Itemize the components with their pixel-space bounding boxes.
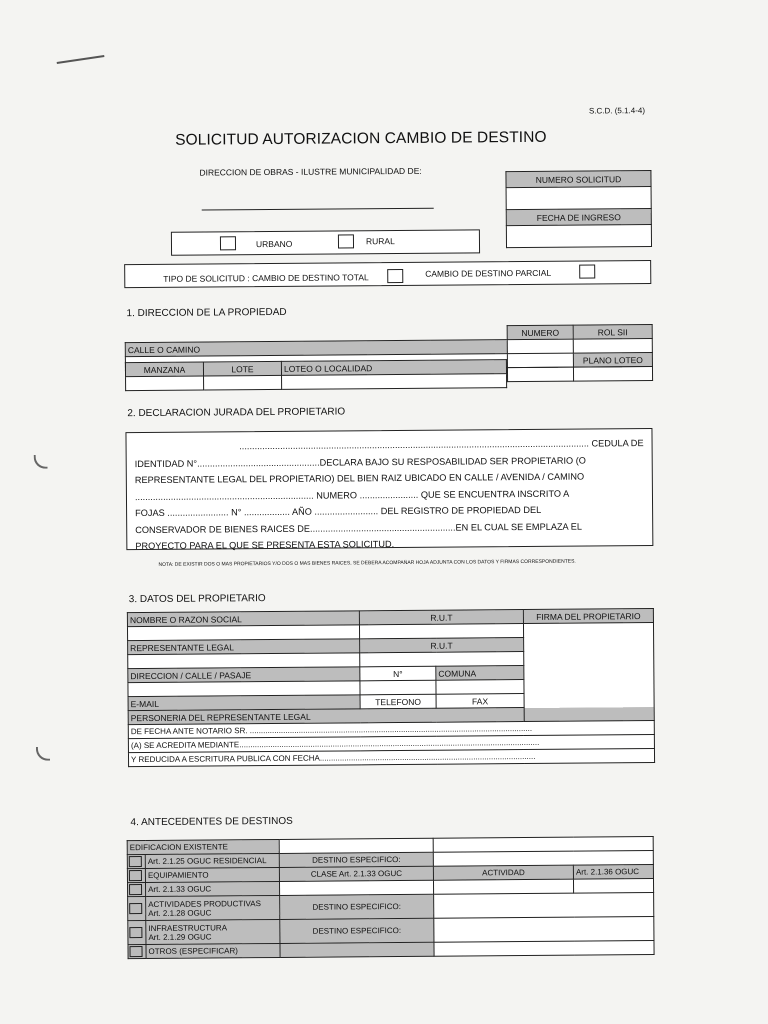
section3-heading: 3. DATOS DEL PROPIETARIO [128, 593, 266, 606]
numero-dir-field[interactable] [360, 680, 436, 695]
firma-header: FIRMA DEL PROPIETARIO [523, 609, 653, 624]
telefono-label: TELEFONO [360, 694, 436, 709]
otros-checkbox[interactable] [129, 946, 142, 957]
rut2-header: R.U.T [360, 638, 524, 653]
plano-loteo-field[interactable] [573, 367, 652, 382]
residencial-label: Art. 2.1.25 OGUC RESIDENCIAL [145, 853, 279, 868]
cambio-total-checkbox[interactable] [387, 269, 403, 283]
declaracion-jurada-box [125, 428, 653, 550]
escritura-line[interactable]: Y REDUCIDA A ESCRITURA PUBLICA CON FECHA................................................................................................. [128, 749, 654, 767]
destino-especifico3-label: DESTINO ESPECIFICO: [280, 918, 434, 943]
lote-header: LOTE [203, 361, 281, 376]
section4-heading: 4. ANTECEDENTES DE DESTINOS [130, 815, 293, 829]
equipamiento-label: EQUIPAMIENTO [145, 867, 279, 882]
punch-hole-mark [36, 747, 50, 761]
plano-loteo-header: PLANO LOTEO [573, 353, 652, 368]
fecha-ingreso-field[interactable] [506, 225, 651, 248]
numero-solicitud-field[interactable] [506, 187, 651, 210]
declaracion-line: IDENTIDAD N°................................................DECLARA BAJO SU RESPOSABILIDAD SER PROPIETARIO (O [134, 455, 586, 469]
representante-header: REPRESENTANTE LEGAL [128, 639, 360, 655]
rol-sii-field[interactable] [573, 339, 652, 354]
comuna-field[interactable] [436, 680, 524, 695]
infraestructura-checkbox[interactable] [129, 927, 142, 938]
rural-label: RURAL [365, 236, 395, 247]
fax-label: FAX [436, 694, 524, 709]
otros-label: OTROS (ESPECIFICAR) [146, 943, 280, 958]
rut-field[interactable] [359, 624, 523, 639]
loteo-localidad-field[interactable] [282, 374, 507, 390]
section1-heading: 1. DIRECCION DE LA PROPIEDAD [126, 306, 287, 320]
declaracion-line: CONSERVADOR DE BIENES RAICES DE.........................................................EN EL CUAL SE EMPLAZA EL [135, 521, 582, 535]
municipalidad-field-line[interactable] [202, 208, 434, 211]
destino-especifico3-field[interactable] [434, 917, 654, 943]
form-title: SOLICITUD AUTORIZACION CAMBIO DE DESTINO [175, 128, 547, 149]
act-productivas-checkbox[interactable] [129, 903, 142, 914]
form-code: S.C.D. (5.1.4-4) [588, 106, 645, 116]
antecedentes-destinos-table [127, 836, 655, 959]
rural-checkbox[interactable] [338, 234, 354, 248]
numero-header: NUMERO [507, 325, 573, 340]
tipo-solicitud-box [124, 260, 651, 288]
direccion-header: DIRECCION / CALLE / PASAJE [128, 667, 360, 683]
fecha-ingreso-label: FECHA DE INGRESO [506, 209, 651, 226]
clase-field[interactable] [279, 880, 433, 895]
acredita-line[interactable]: (A) SE ACREDITA MEDIANTE....................................................................................................................................... [128, 735, 654, 753]
art236-label: Art. 2.1.36 OGUC [573, 865, 653, 880]
section2-heading: 2. DECLARACION JURADA DEL PROPIETARIO [127, 406, 346, 420]
fecha-notario-line[interactable]: DE FECHA ANTE NOTARIO SR. ............................................................................................................................... [128, 721, 654, 739]
residencial-checkbox[interactable] [129, 856, 142, 867]
rut2-field[interactable] [360, 652, 524, 667]
solicitud-box [505, 170, 652, 248]
art233-checkbox[interactable] [129, 884, 142, 895]
manzana-field[interactable] [126, 376, 204, 391]
equipamiento-checkbox[interactable] [129, 870, 142, 881]
destino-especifico2-field[interactable] [434, 893, 654, 919]
punch-hole-mark [34, 455, 48, 469]
cambio-parcial-label: CAMBIO DE DESTINO PARCIAL [425, 267, 552, 279]
edificacion-existente-header: EDIFICACION EXISTENTE [127, 839, 279, 854]
lote-field[interactable] [204, 375, 282, 390]
art229-label: Art. 2.1.29 OGUC [148, 931, 212, 942]
numero-field[interactable] [507, 339, 573, 354]
art228-label: Art. 2.1.28 OGUC [148, 907, 212, 918]
declaracion-line: ......................................................................................................................................... CEDULA DE [239, 438, 644, 452]
manzana-table [125, 359, 507, 391]
rut-header: R.U.T [359, 610, 523, 625]
numero-solicitud-label: NUMERO SOLICITUD [506, 171, 651, 188]
destino-especifico2-label: DESTINO ESPECIFICO: [280, 894, 434, 919]
tipo-solicitud-label: TIPO DE SOLICITUD : CAMBIO DE DESTINO TOTAL [163, 272, 369, 284]
plano-field-table [507, 366, 653, 382]
personeria-header: PERSONERIA DEL REPRESENTANTE LEGAL [128, 707, 654, 725]
rol-sii-header: ROL SII [573, 325, 652, 340]
numero-label: N° [360, 666, 436, 681]
urbano-checkbox[interactable] [220, 236, 236, 250]
urbano-label: URBANO [255, 238, 293, 250]
nota-propietarios: NOTA: DE EXISTIR DOS O MAS PROPIETARIOS Y/O DOS O MAS BIENES RAICES, SE DEBERA ACOMPAÑAR HOJA ADJUNTA CON LOS DATOS Y FIRMAS CORRESPONDIENTES. [158, 558, 576, 568]
manzana-header: MANZANA [125, 362, 203, 377]
email-header: E-MAIL [128, 695, 360, 711]
direccion-obras-label: DIRECCION DE OBRAS - ILUSTRE MUNICIPALIDAD DE: [199, 165, 422, 178]
loteo-localidad-header: LOTEO O LOCALIDAD [281, 360, 506, 376]
art233-label: Art. 2.1.33 OGUC [145, 881, 279, 896]
otros-field[interactable] [280, 942, 434, 957]
declaracion-line: REPRESENTANTE LEGAL DEL PROPIETARIO) DEL BIEN RAIZ UBICADO EN CALLE / AVENIDA / CAMINO [134, 471, 585, 486]
nombre-razon-header: NOMBRE O RAZON SOCIAL [127, 611, 359, 627]
clase-label: CLASE Art. 2.1.33 OGUC [279, 866, 433, 881]
zona-box [171, 229, 480, 255]
calle-camino-header: CALLE O CAMINO [125, 340, 507, 357]
act-productivas-label: ACTIVIDADES PRODUCTIVAS [148, 898, 261, 909]
otros-extra-field[interactable] [434, 941, 654, 957]
destino-especifico-label: DESTINO ESPECIFICO: [279, 852, 433, 867]
declaracion-line: PROYECTO PARA EL QUE SE PRESENTA ESTA SOLICITUD. [135, 539, 395, 552]
actividad-field[interactable] [433, 879, 573, 894]
actividad-label: ACTIVIDAD [433, 865, 573, 880]
declaracion-line: FOJAS ........................ N° .................. AÑO ......................... DEL REGISTRO DE PROPIEDAD DEL [135, 504, 542, 519]
cambio-parcial-checkbox[interactable] [579, 264, 595, 278]
infraestructura-label: INFRAESTRUCTURA [148, 922, 228, 933]
pen-mark [57, 55, 105, 64]
declaracion-line: ...................................................................... NUMERO ....................... QUE SE ENCUENTRA INSCRITO A [134, 488, 570, 502]
art236-field[interactable] [573, 879, 653, 894]
comuna-header: COMUNA [436, 666, 524, 681]
datos-propietario-table [127, 608, 655, 767]
